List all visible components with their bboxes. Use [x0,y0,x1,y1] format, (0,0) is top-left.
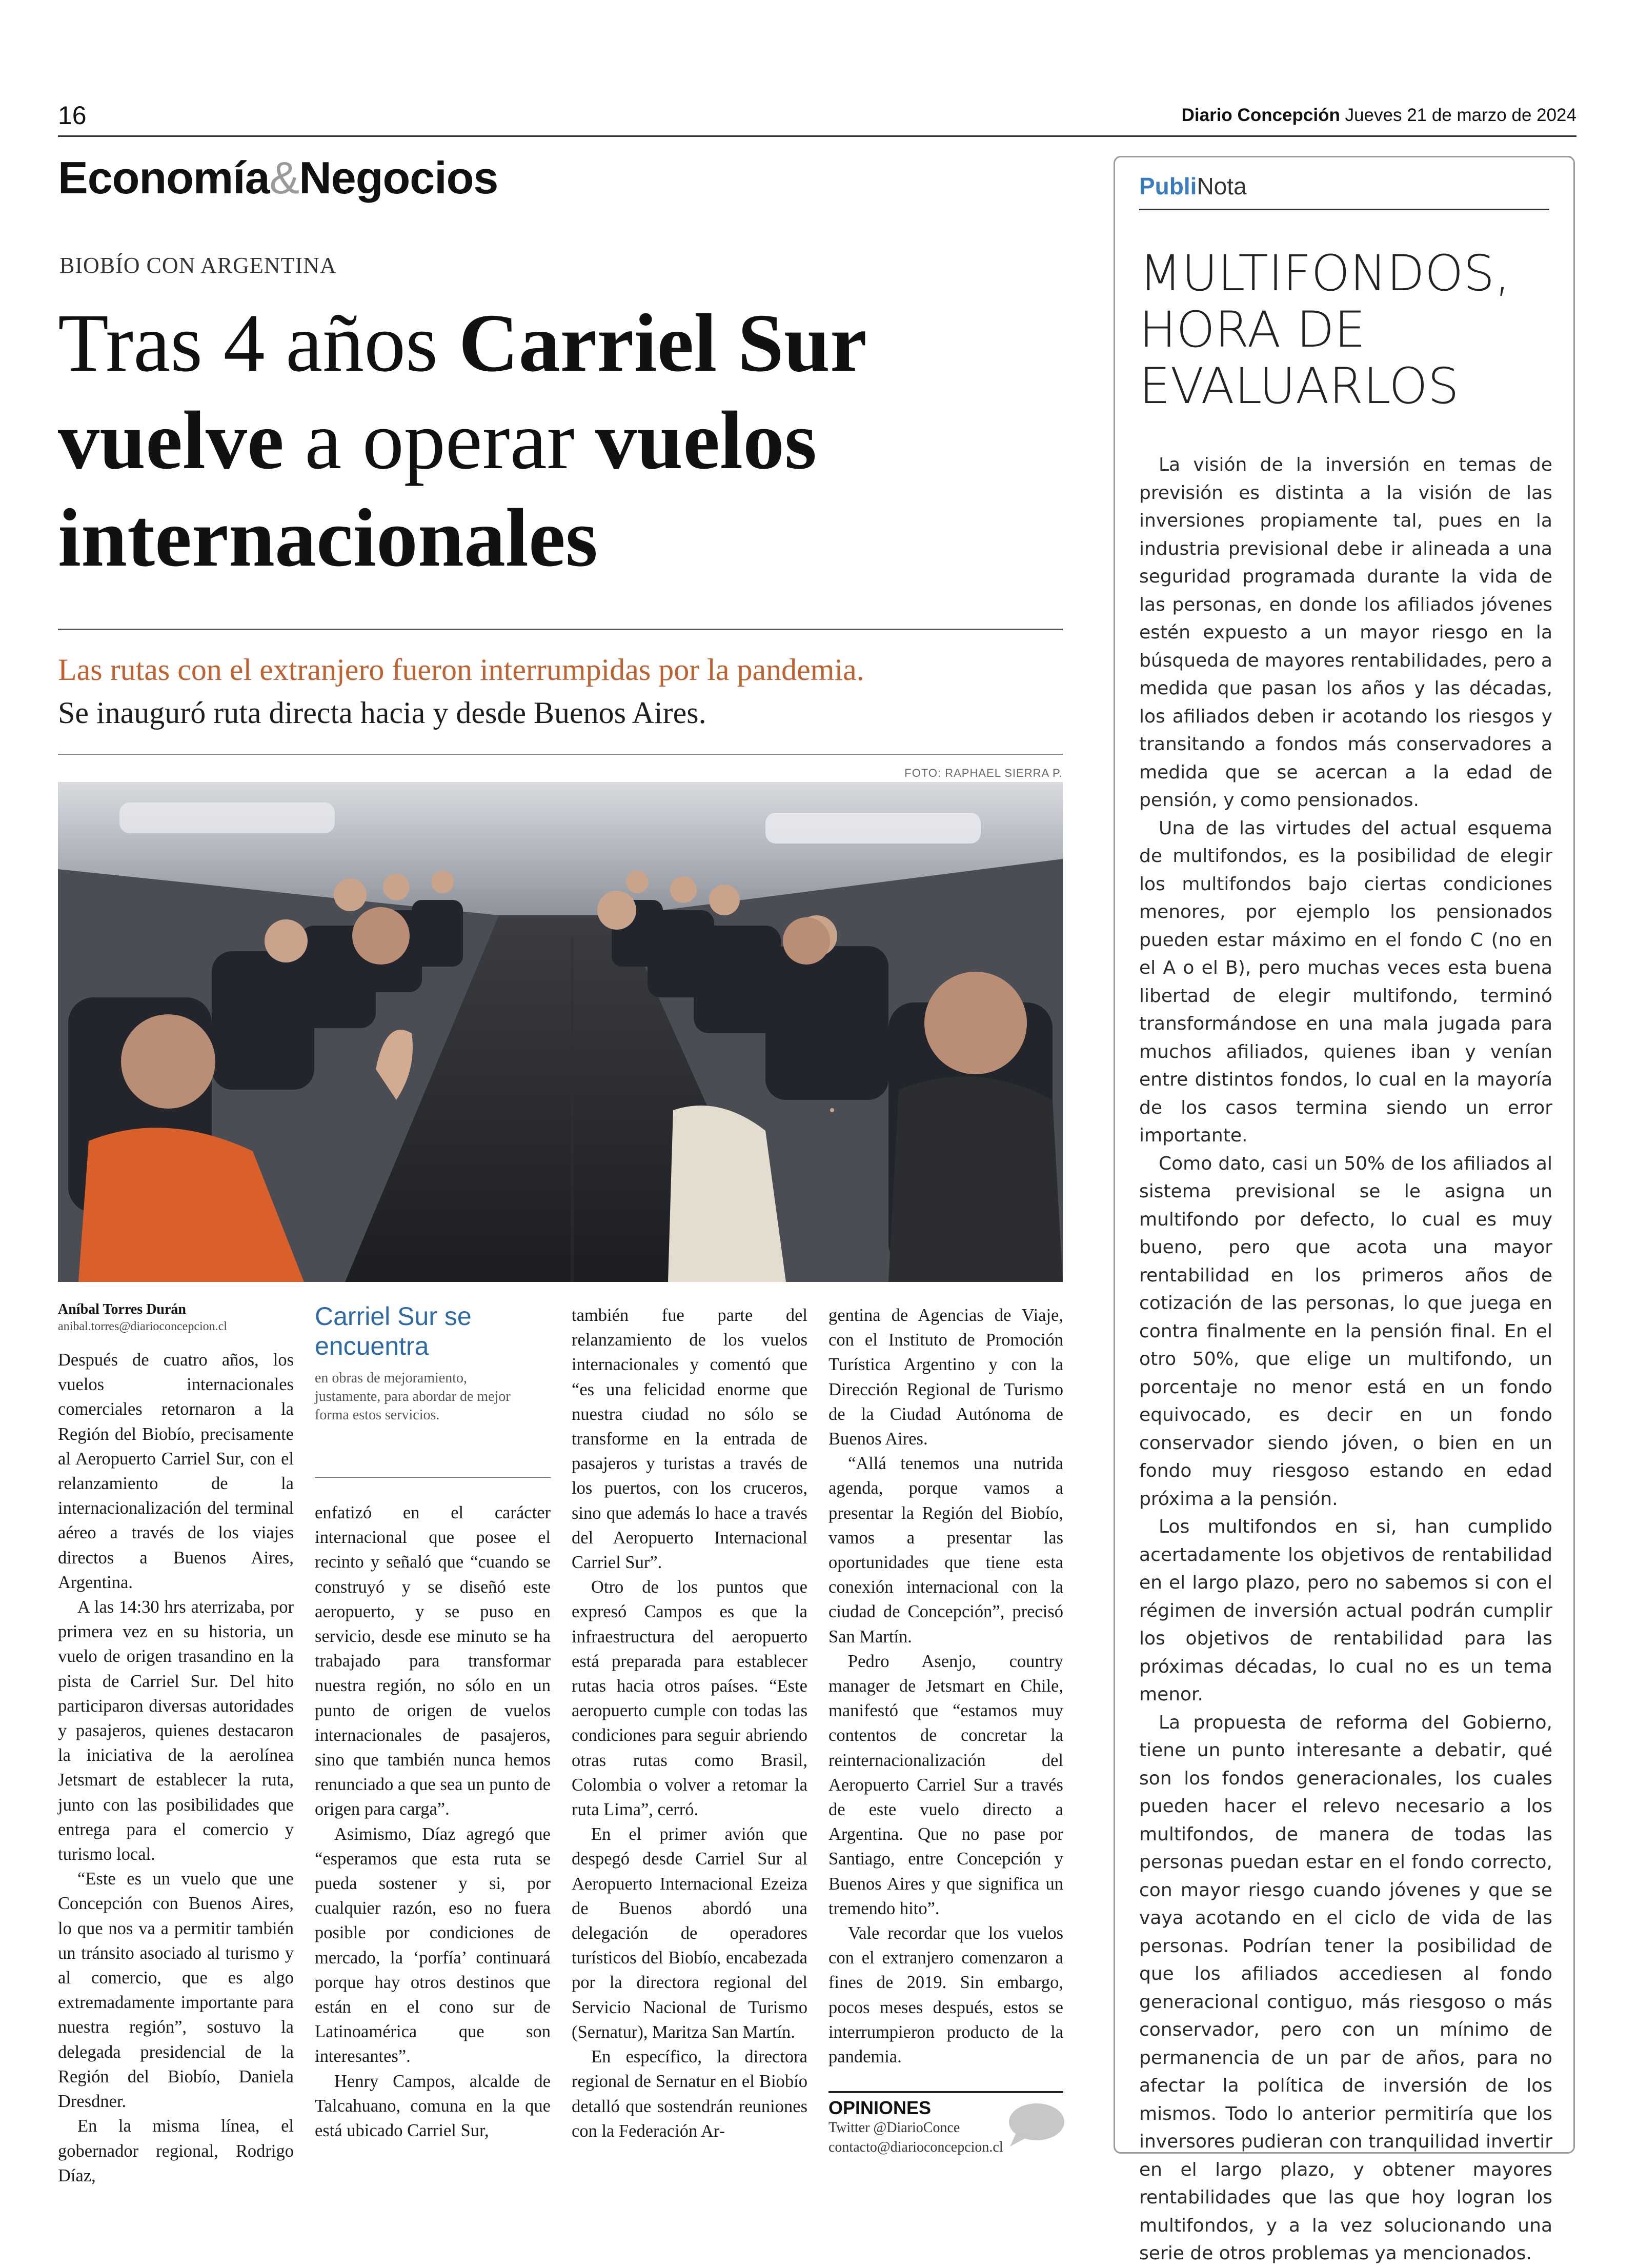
paragraph: Henry Campos, alcalde de Talcahuano, comuna en la que está ubicado Carriel Sur, [315,2071,551,2141]
headline-part: Tras 4 años [58,297,459,389]
headline-part: a operar [284,395,596,487]
issue-date: Jueves 21 de marzo de 2024 [1345,105,1576,125]
publication-name: Diario Concepción [1181,105,1340,125]
paragraph: La visión de la inversión en temas de previsión es distinta a la visión de las inversiones propiamente tal, pues en la industria previsional debe ir alineada a una seguridad programada durante la vida de las personas, en donde los afiliados jóvenes estén expuesto a un mayor riesgo en la búsqueda de mayores rentabilidades, pero a medida que pasan los años y las décadas, los afiliados deben ir acotando los riesgos y transitando a fondos más conservadores a medida que se acercan a la edad de pensión, y como pensionados. [1139,454,1552,811]
publinota-title [1139,245,1549,414]
article-column-3 [572,1303,807,2143]
paragraph: “Allá tenemos una nutrida agenda, porque vamos a presentar la Región del Biobío, vamos a presentar las oportunidades que tiene esta conexión internacional con la ciudad de Concepción”, precisó San Martín. [828,1454,1063,1647]
publinota-title-line: HORA DE [1139,301,1366,358]
opinions-rule [828,2091,1063,2093]
photo-credit: FOTO: RAPHAEL SIERRA P. [904,767,1063,779]
article-column-4 [828,1303,1063,2069]
pull-quote-rule [315,1477,551,1478]
lede-rule-top [58,629,1063,630]
article-column-1 [58,1348,294,2188]
paragraph: Después de cuatro años, los vuelos internacionales comerciales retornaron a la Región del Biobío, precisamente al Aeropuerto Carriel Sur, con el relanzamiento de la internacionalización del terminal aéreo a través de los viajes directos a Buenos Aires, Argentina. [58,1350,294,1592]
pull-quote-subtext: en obras de mejoramiento, justamente, para abordar de mejor forma estos servicios. [315,1370,511,1423]
headline-part: vuelos [595,395,817,487]
paragraph: Pedro Asenjo, country manager de Jetsmart en Chile, manifestó que “estamos muy contentos de concretar la reinternacionalización del Aeropuerto Carriel Sur a través de este vuelo directo a Argentina. Que no pase por Santiago, entre Concepción y Buenos Aires y que significa un tremendo hito”. [828,1651,1063,1918]
paragraph: Asimismo, Díaz agregó que “esperamos que esta ruta se pueda sostener y si, por cualquier razón, eso no fuera posible por condiciones de mercado, la ‘porfía’ continuará porque hay otros destinos que están en el cono sur de Latinoamérica que son interesantes”. [315,1824,551,2066]
headline-part: vuelve [58,395,284,487]
publinota-title-line: MULTIFONDOS, [1139,245,1510,302]
article-column-2 [315,1500,551,2143]
publinota-tag [1139,172,1247,200]
publinota-tag-nota: Nota [1197,173,1247,199]
section-title-right: Negocios [299,152,498,203]
article-kicker: BIOBÍO CON ARGENTINA [59,253,337,278]
publinota-tag-publi: Publi [1139,173,1197,199]
opinions-contact-email[interactable]: contacto@diarioconcepcion.cl [828,2139,1003,2155]
article-photo [58,782,1063,1282]
cabin-photo-illustration [58,782,1063,1282]
paragraph: Vale recordar que los vuelos con el extranjero comenzaron a fines de 2019. Sin embargo, pocos meses después, estos se interrumpieron producto de la pandemia. [828,1923,1063,2067]
paragraph: Una de las virtudes del actual esquema de multifondos, es la posibilidad de elegir los multifondos bajo ciertas condiciones menores, por ejemplo los pensionados pueden estar máximo en el fondo C (no en el A o el B), pero muchas veces esta buena libertad de elegir multifondo, terminó transformándose en una mala jugada para muchos afiliados, quienes iban y venían entre distintos fondos, lo cual en la mayoría de los casos termina siendo un error importante. [1139,817,1552,1146]
paragraph: En el primer avión que despegó desde Carriel Sur al Aeropuerto Internacional Ezeiza de Buenos abordó una delegación de operadores turísticos del Biobío, encabezada por la directora regional del Servicio Nacional de Turismo (Sernatur), Maritza San Martín. [572,1824,807,2042]
paragraph: gentina de Agencias de Viaje, con el Instituto de Promoción Turística Argentino y con la Dirección Regional de Turismo de la Ciudad Autónoma de Buenos Aires. [828,1306,1063,1449]
pull-quote: Carriel Sur se encuentra [315,1302,472,1360]
paragraph: A las 14:30 hrs aterrizaba, por primera vez en su historia, un vuelo de origen trasandino en la pista de Carriel Sur. Del hito participaron diversas autoridades y pasajeros, quienes destacaron la iniciativa de la aerolínea Jetsmart de establecer la ruta, junto con las posibilidades que entrega para el comercio y turismo local. [58,1597,294,1864]
page-number: 16 [58,101,87,130]
header-rule [58,135,1576,137]
paragraph: En específico, la directora regional de Sernatur en el Biobío detalló que sostendrán reuniones con la Federación Ar- [572,2047,807,2141]
lede-line-2: Se inauguró ruta directa hacia y desde Buenos Aires. [58,696,706,730]
lede-rule-bottom [58,754,1063,755]
opinions-twitter[interactable]: Twitter @DiarioConce [828,2120,960,2136]
speech-bubble-icon [1005,2101,1065,2147]
publinota-rule [1139,209,1549,210]
paragraph: La propuesta de reforma del Gobierno, tiene un punto interesante a debatir, qué son los fondos generacionales, los cuales pueden hacer el relevo necesario a los multifondos, de manera de todas las personas puedan estar en el fondo correcto, con mayor riesgo cuando jóvenes y que se vaya acotando en el ciclo de vida de las personas. Podrían tener la posibilidad de que los afiliados accediesen al fondo generacional contiguo, más riesgoso o más conservador, pero con un mínimo de permanencia de un par de años, para no afectar la política de inversión de los mismos. Todo lo anterior permitiría que los inversores pudieran con tranquilidad invertir en el largo plazo, y obtener mayores rentabilidades que las que hoy logran los multifondos, y a la vez solucionando una serie de otros problemas ya mencionados. [1139,1712,1552,2264]
section-title-amp: & [269,152,299,203]
publinota-title-line: EVALUARLOS [1139,357,1459,415]
lede-line-1: Las rutas con el extranjero fueron interrumpidas por la pandemia. [58,653,864,687]
section-title-left: Economía [58,152,270,203]
section-title [58,152,498,204]
paragraph: enfatizó en el carácter internacional que posee el recinto y señaló que “cuando se construyó y se diseñó este aeropuerto, y se puso en servicio, desde ese minuto se ha trabajado para transformar nuestra región, no sólo en un punto de origen de vuelos internacionales de pasajeros, sino que también nunca hemos renunciado a que sea un punto de origen para carga”. [315,1503,551,1819]
publinota-body [1139,451,1552,2268]
article-headline [58,295,1063,587]
headline-part: Carriel Sur [458,297,867,389]
byline-author: Aníbal Torres Durán [58,1301,186,1317]
opinions-title: OPINIONES [828,2097,932,2118]
paragraph: también fue parte del relanzamiento de los vuelos internacionales y comentó que “es una felicidad enorme que nuestra ciudad no sólo se transforme en la entrada de pasajeros y turistas a través de los puertos, con los cruceros, sino que además lo hace a través del Aeropuerto Internacional Carriel Sur”. [572,1306,807,1573]
byline-email[interactable]: anibal.torres@diarioconcepcion.cl [58,1320,227,1333]
masthead [1182,105,1576,126]
paragraph: Los multifondos en si, han cumplido acertadamente los objetivos de rentabilidad en el largo plazo, pero no sabemos si con el régimen de inversión actual podrán cumplir los objetivos de rentabilidad para las próximas décadas, lo cual no es un tema menor. [1139,1516,1552,1705]
paragraph: Como dato, casi un 50% de los afiliados al sistema previsional se le asigna un multifondo por defecto, lo cual es muy bueno, pero que acota una mayor rentabilidad en los primeros años de cotización de las personas, lo que juega en contra finalmente en la pensión final. En el otro 50%, que elige un multifondo, un porcentaje no menor está en un fondo equivocado, es decir en un fondo conservador siendo jóven, o bien en un fondo muy riesgoso estando en edad próxima a la pensión. [1139,1153,1552,1510]
paragraph: “Este es un vuelo que une Concepción con Buenos Aires, lo que nos va a permitir también un tránsito asociado al turismo y al comercio, que es algo extremadamente importante para nuestra región”, sostuvo la delegada presidencial de la Región del Biobío, Daniela Dresdner. [58,1869,294,2112]
paragraph: En la misma línea, el gobernador regional, Rodrigo Díaz, [58,2116,294,2185]
paragraph: Otro de los puntos que expresó Campos es que la infraestructura del aeropuerto está preparada para establecer rutas hacia otros países. “Este aeropuerto cumple con todas las condiciones para seguir abriendo otras rutas como Brasil, Colombia o volver a retomar la ruta Lima”, cerró. [572,1577,807,1820]
headline-part: internacionales [58,492,598,584]
